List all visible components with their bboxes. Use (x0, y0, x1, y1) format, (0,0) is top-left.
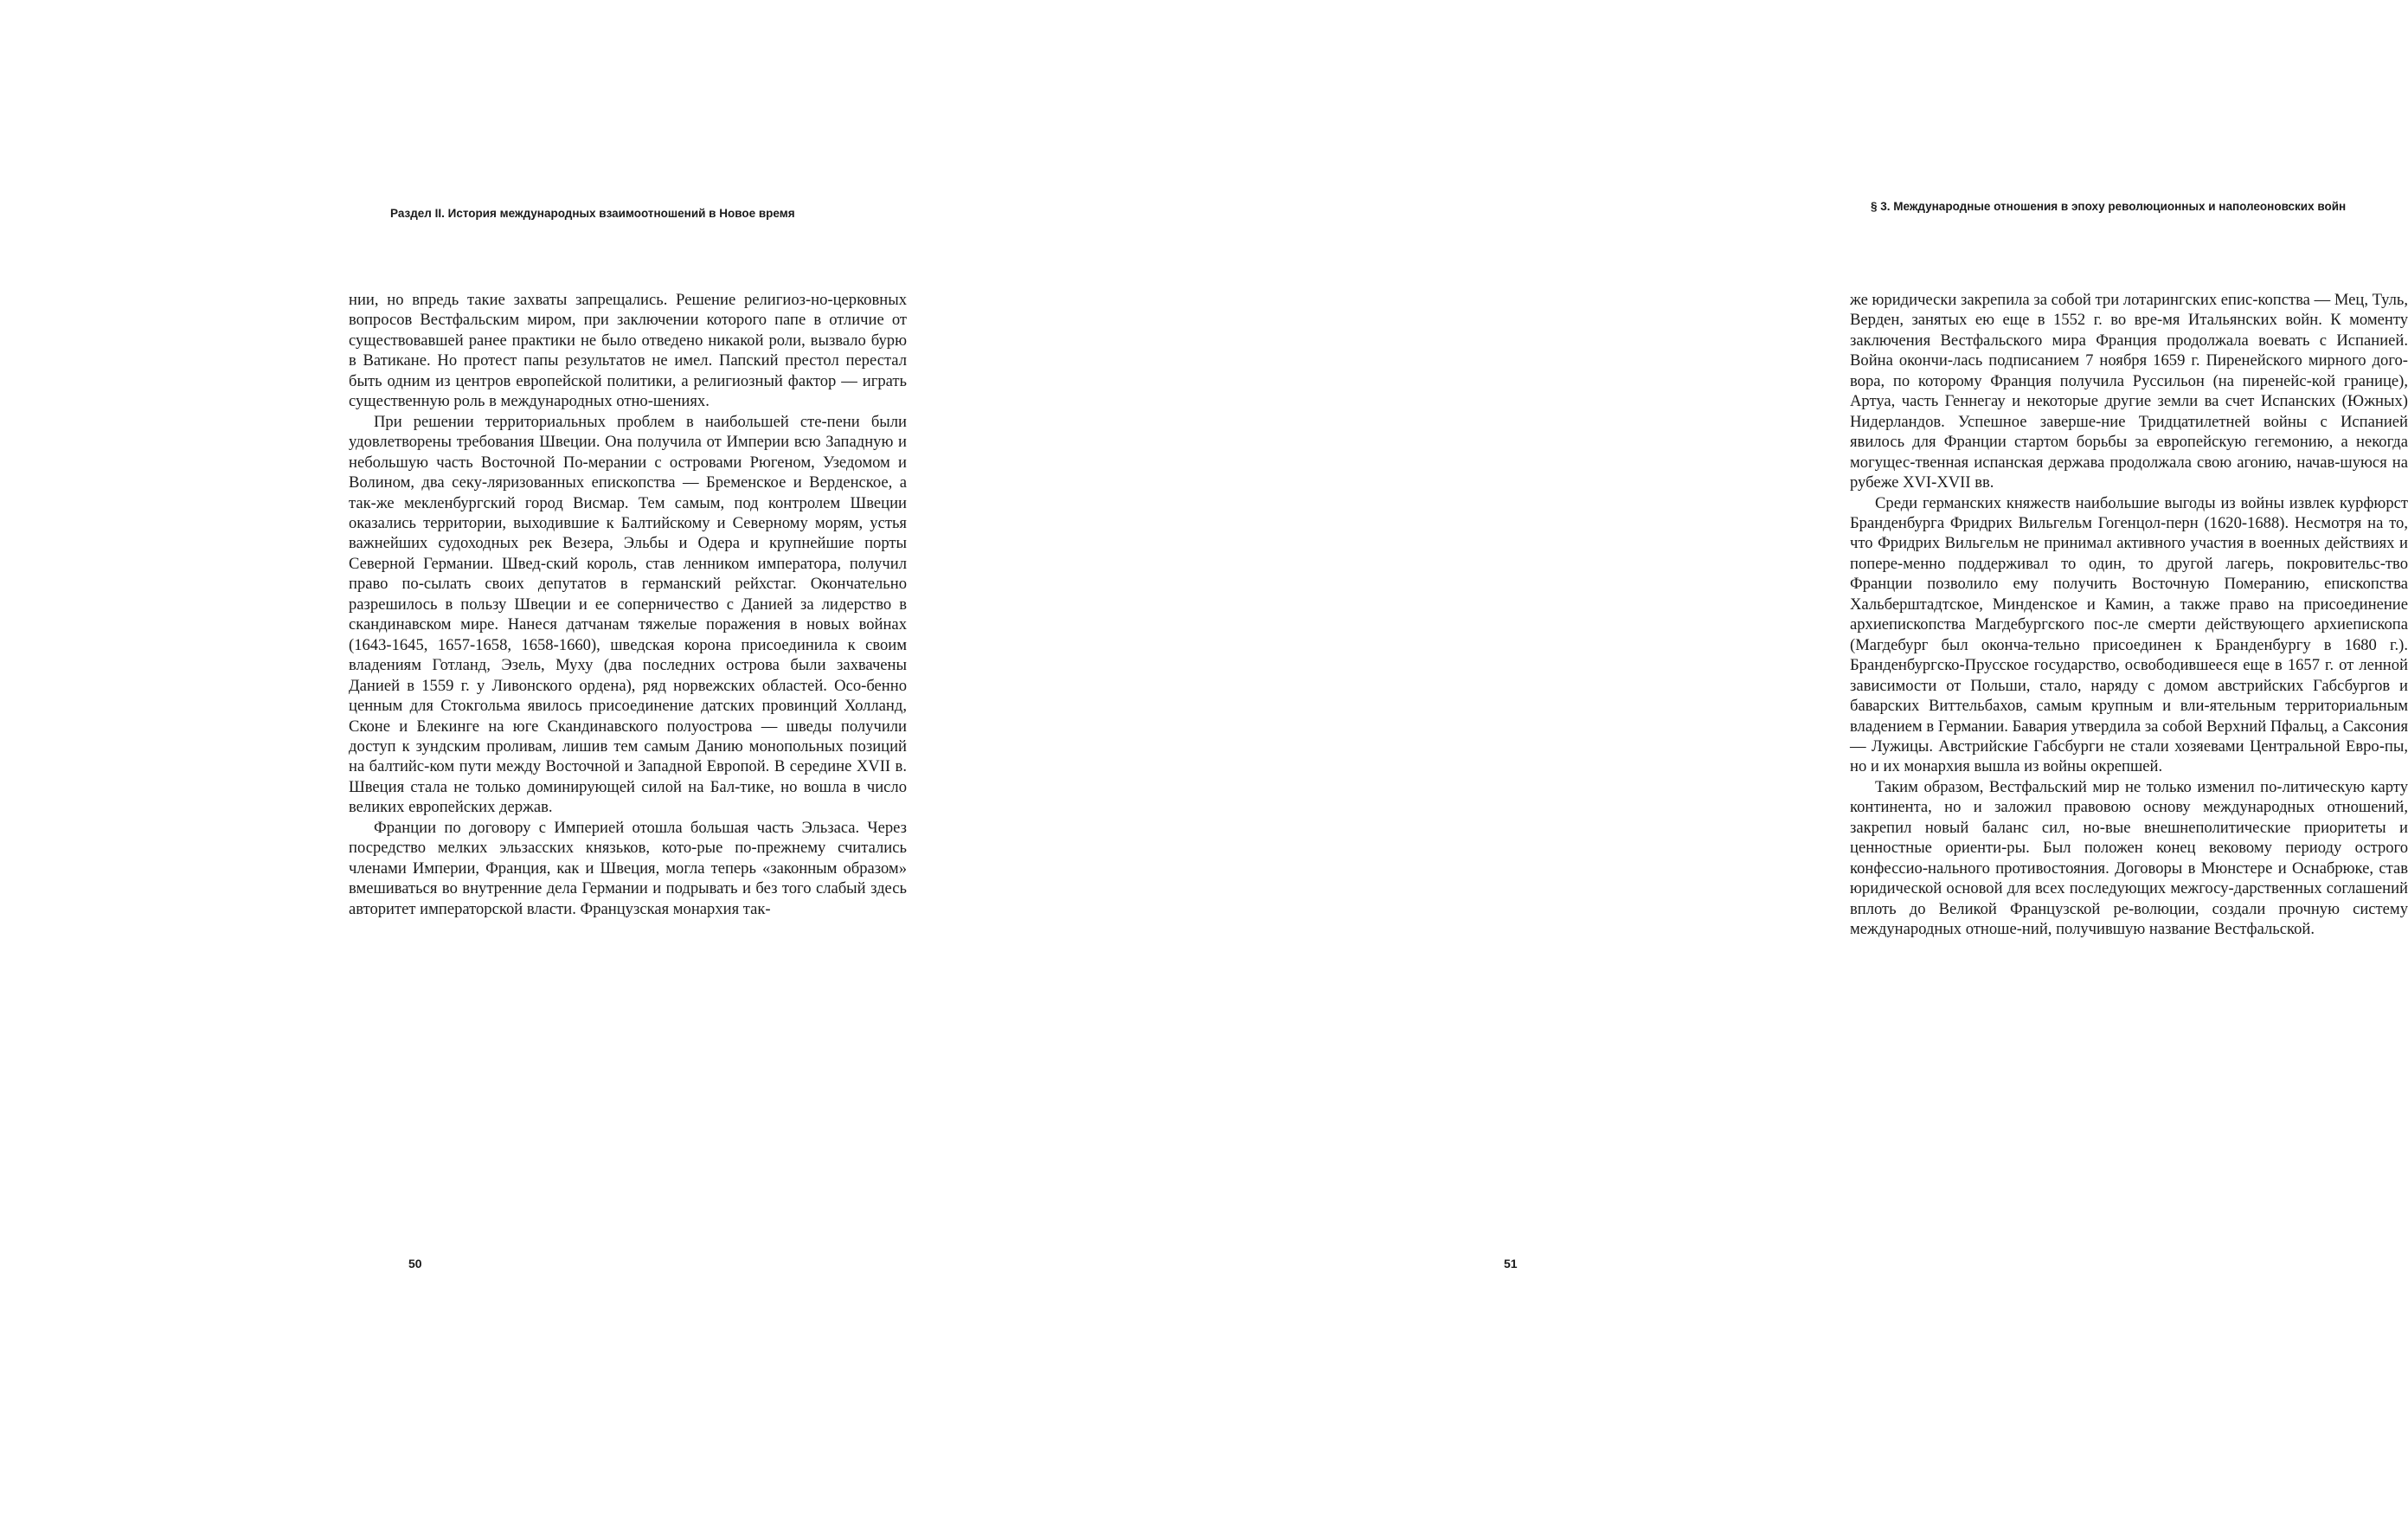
paragraph: Франции по договору с Империей отошла большая часть Эльзаса. Через посредство мелких эльзасских князьков, кото-рые по-прежнему считались членами Империи, Франция, как и Швеция, могла теперь «законным образом» вмешиваться во внутренние дела Германии и подрывать и без того слабый здесь авторитет императорской власти. Французская монархия так- (349, 818, 907, 918)
paragraph: Таким образом, Вестфальский мир не только изменил по-литическую карту континента, но и заложил правовою основу международных отношений, закрепил новый баланс сил, но-вые внешнеполитические приоритеты и ценностные ориенти-ры. Был положен конец вековому периоду острого конфессио-нального противостояния. Договоры в Мюнстере и Оснабрюке, став юридической основой для всех последующих межгосу-дарственных соглашений вплоть до Великой Французской ре-волюции, создали прочную систему международных отноше-ний, получившую название Вестфальской. (1850, 777, 2408, 939)
right-page (1073, 0, 2408, 1518)
page-number: 51 (1504, 1257, 1518, 1270)
paragraph: нии, но впредь такие захваты запрещались. Решение религиоз-но-церковных вопросов Вестфальским миром, при заключении которого папе в отличие от существовавшей ранее практики не было отведено никакой роли, вызвало бурю в Ватикане. Но протест папы результатов не имел. Папский престол перестал быть одним из центров европейской политики, а религиозный фактор — играть существенную роль в международных отно-шениях. (349, 291, 907, 411)
left-page (0, 0, 1073, 1518)
page-number: 50 (408, 1257, 422, 1270)
paragraph: Среди германских княжеств наибольшие выгоды из войны извлек курфюрст Бранденбурга Фридрих Вильгельм Гогенцол-перн (1620-1688). Несмотря на то, что Фридрих Вильгельм не принимал активного участия в военных действиях и попере-менно поддерживал то один, то другой лагерь, покровительс-тво Франции позволило ему получить Восточную Померанию, епископства Хальберштадтское, Минденское и Камин, а также право на присоединение архиепископства Магдебургского пос-ле смерти действующего архиепископа (Магдебург был оконча-тельно присоединен к Бранденбургу в 1680 г.). Бранденбургско-Прусское государство, освободившееся еще в 1657 г. от ленной зависимости от Польши, стало, наряду с домом австрийских Габсбургов и баварских Виттельбахов, самым крупным и вли-ятельным территориальным владением в Германии. Бавария утвердила за собой Верхний Пфальц, а Саксония — Лужицы. Австрийские Габсбурги не стали хозяевами Центральной Евро-пы, но и их монархия вышла из войны окрепшей. (1850, 493, 2408, 776)
body-text (1850, 290, 2408, 940)
paragraph: При решении территориальных проблем в наибольшей сте-пени были удовлетворены требования Швеции. Она получила от Империи всю Западную и небольшую часть Восточной По-мерании с островами Рюгеном, Узедомом и Волином, два секу-ляризованных епископства — Бременское и Верденское, а так-же мекленбургский город Висмар. Тем самым, под контролем Швеции оказались территории, выходившие к Балтийскому и Северному морям, устья важнейших судоходных рек Везера, Эльбы и Одера и крупнейшие порты Северной Германии. Швед-ский король, став ленником императора, получил право по-сылать своих депутатов в германский рейхстаг. Окончательно разрешилось в пользу Швеции и ее соперничество с Данией за лидерство в скандинавском мире. Нанеся датчанам тяжелые поражения в новых войнах (1643-1645, 1657-1658, 1658-1660), шведская корона присоединила к своим владениям Готланд, Эзель, Муху (два последних острова были захвачены Данией в 1559 г. у Ливонского ордена), ряд норвежских областей. Осо-бенно ценным для Стокгольма явилось присоединение датских провинций Холланд, Сконе и Блекинге на юге Скандинавского полуострова — шведы получили доступ к зундским проливам, лишив тем самым Данию монопольных позиций на балтийс-ком пути между Восточной и Западной Европой. В середине XVII в. Швеция стала не только доминирующей силой на Бал-тике, но вошла в число великих европейских держав. (349, 412, 907, 817)
body-text (349, 290, 907, 919)
running-head: § 3. Международные отношения в эпоху революционных и наполеоновских войн (1871, 200, 2347, 213)
paragraph: же юридически закрепила за собой три лотарингских епис-копства — Мец, Туль, Верден, занятых ею еще в 1552 г. во вре-мя Итальянских войн. К моменту заключения Вестфальского мира Франция продолжала воевать с Испанией. Война окончи-лась подписанием 7 ноября 1659 г. Пиренейского мирного дого-вора, по которому Франция получила Руссильон (на пиренейс-кой границе), Артуа, часть Геннегау и некоторые другие земли ва счет Испанских (Южных) Нидерландов. Успешное заверше-ние Тридцатилетней войны с Испанией явилось для Франции стартом борьбы за европейскую гегемонию, а некогда могущес-твенная испанская держава продолжала свою агонию, начав-шуюся на рубеже XVI-XVII вв. (1850, 291, 2408, 492)
running-head: Раздел II. История международных взаимоотношений в Новое время (390, 207, 795, 220)
